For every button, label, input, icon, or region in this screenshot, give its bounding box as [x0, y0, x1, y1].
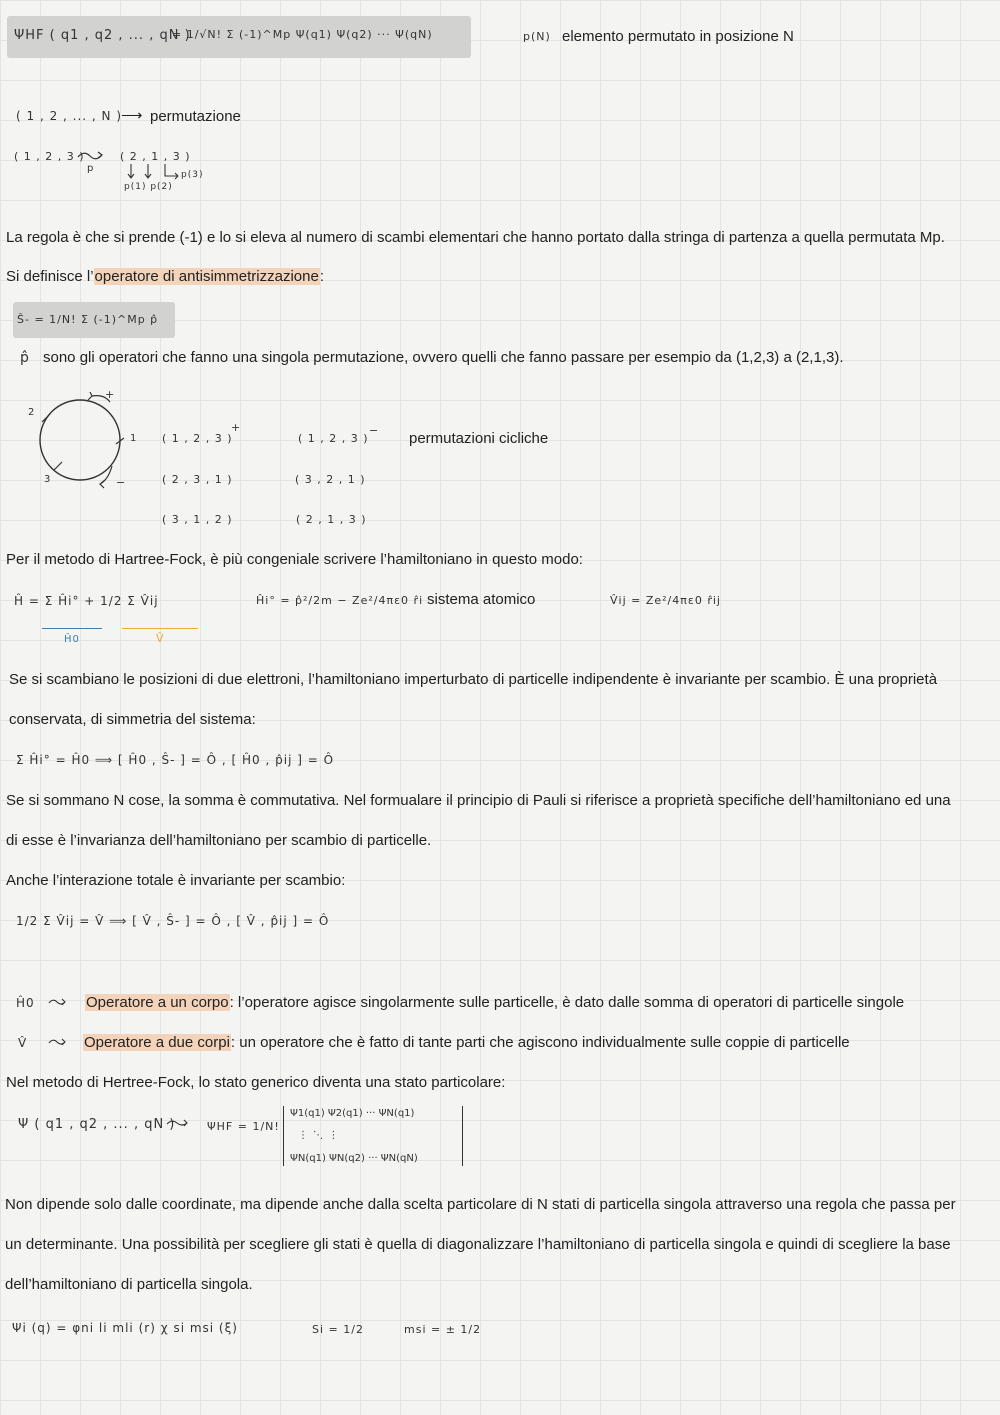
perm-arrow: ⟶ [121, 107, 143, 124]
paragraph-swap-2: conservata, di simmetria del sistema: [9, 711, 256, 728]
v-underline [122, 628, 198, 629]
paragraph-sum-2: di esse è l’invarianza dell’hamiltoniano per scambio di particelle. [6, 832, 432, 849]
def-post: : [319, 268, 324, 285]
op1-symbol: Ĥ0 [16, 996, 35, 1010]
minus-col-2: ( 3 , 2 , 1 ) [295, 473, 366, 486]
det-squiggle-icon [166, 1118, 192, 1128]
perm-from: ( 1 , 2 , 3 ) [14, 150, 85, 163]
vij-formula: V̂ij = Ze²/4πε0 r̂ij [610, 594, 721, 607]
hi-formula: Ĥi° = p̂²/2m − Ze²/4πε0 r̂i [256, 594, 424, 607]
minus-col-1: ( 1 , 2 , 3 ) [298, 432, 369, 445]
h0-underline [42, 628, 102, 629]
op1-squiggle-icon [48, 997, 70, 1007]
circle-label-1: 1 [130, 433, 138, 444]
det-row-1: Ψ1(q1) Ψ2(q1) ··· ΨN(q1) [290, 1108, 415, 1119]
def-pre: Si definisce l’ [6, 268, 94, 285]
two-body-operator-highlight: Operatore a due corpi [84, 1034, 230, 1051]
single-particle-state: Ψi (q) = φni li mli (r) χ si msi (ξ) [12, 1321, 238, 1335]
pn-symbol: p(N) [523, 30, 551, 43]
h0-label: Ĥ0 [64, 634, 80, 645]
paragraph-state: Nel metodo di Hertree-Fock, lo stato generico diventa una stato particolare: [6, 1074, 506, 1091]
det-left-bar [283, 1106, 284, 1166]
minus-col-3: ( 2 , 1 , 3 ) [296, 513, 367, 526]
commutator-h0: Σ Ĥi° = Ĥ0 ⟹ [ Ĥ0 , Ŝ- ] = Ô , [ Ĥ0 , p̂ij ] = Ô [16, 753, 335, 767]
atomic-system-label: sistema atomico [427, 591, 536, 608]
perm-label: permutazione [150, 108, 241, 125]
minus-sign: − [369, 424, 380, 437]
hf-formula-rhs: = 1/√N! Σ (-1)^Mp Ψ(q1) Ψ(q2) ··· Ψ(qN) [172, 28, 433, 41]
paragraph-definition [6, 268, 324, 285]
op1-line [85, 994, 904, 1011]
paragraph-det-3: dell’hamiltoniano di particella singola. [5, 1276, 253, 1293]
pn-description: elemento permutato in posizione N [562, 28, 794, 45]
paragraph-sum-1: Se si sommano N cose, la somma è commutativa. Nel formualare il principio di Pauli si riferisce a proprietà specifiche dell’hamiltoniano ed una [6, 792, 951, 809]
det-right-bar [462, 1106, 463, 1166]
det-lhs: Ψ ( q1 , q2 , ... , qN ) [18, 1117, 176, 1132]
circle-plus: + [105, 388, 116, 401]
det-row-2: ⋮ ⋱ ⋮ [298, 1130, 340, 1141]
squiggle-arrow-icon [76, 148, 108, 162]
one-body-operator-highlight: Operatore a un corpo [86, 994, 229, 1011]
det-row-3: ΨN(q1) ΨN(q2) ··· ΨN(qN) [290, 1153, 418, 1164]
phat-symbol: p̂ [20, 350, 30, 366]
hamiltonian-formula: Ĥ = Σ Ĥi° + 1/2 Σ V̂ij [14, 594, 159, 608]
circle-label-3: 3 [44, 474, 52, 485]
perm-p1p2: p(1) p(2) [124, 182, 173, 192]
paragraph-swap-1: Se si scambiano le posizioni di due elettroni, l’hamiltoniano imperturbato di particelle indipendente è invariante per scambio. È una proprietà [9, 671, 938, 688]
circle-label-2: 2 [28, 407, 36, 418]
op1-text: : l’operatore agisce singolarmente sulle particelle, è dato dalle somma di operatori di particelle singole [229, 994, 905, 1011]
phat-description: sono gli operatori che fanno una singola permutazione, ovvero quelli che fanno passare per esempio da (1,2,3) a (2,1,3). [43, 349, 844, 366]
hf-formula-lhs: ΨHF ( q1 , q2 , ... , qN ) [14, 28, 191, 43]
paragraph-rule: La regola è che si prende (-1) e lo si eleva al numero di scambi elementari che hanno portato dalla stringa di partenza a quella permutata Mp. [6, 229, 945, 246]
op2-squiggle-icon [48, 1037, 70, 1047]
paragraph-hf-intro: Per il metodo di Hartree-Fock, è più congeniale scrivere l’hamiltoniano in questo modo: [6, 551, 583, 568]
perm-p: p [87, 163, 95, 174]
perm-to: ( 2 , 1 , 3 ) [120, 150, 191, 163]
circle-minus: − [116, 476, 127, 489]
v-label: V̂ [156, 632, 165, 645]
perm-tuple: ( 1 , 2 , ... , N ) [16, 109, 123, 123]
cyclic-label: permutazioni cicliche [409, 430, 549, 447]
op2-line [83, 1034, 850, 1051]
spin-projection: msi = ± 1/2 [404, 1323, 482, 1336]
plus-col-2: ( 2 , 3 , 1 ) [162, 473, 233, 486]
plus-col-3: ( 3 , 1 , 2 ) [162, 513, 233, 526]
op2-text: : un operatore che è fatto di tante parti che agiscono individualmente sulle coppie di particelle [230, 1034, 850, 1051]
spin-value: Si = 1/2 [312, 1323, 364, 1336]
perm-p3: p(3) [181, 170, 204, 180]
paragraph-det-1: Non dipende solo dalle coordinate, ma dipende anche dalla scelta particolare di N stati di particella singola attraverso una regola che passa per [5, 1196, 956, 1213]
op2-symbol: V̂ [18, 1036, 28, 1050]
s-formula: Ŝ- = 1/N! Σ (-1)^Mp p̂ [17, 313, 159, 326]
paragraph-det-2: un determinante. Una possibilità per scegliere gli stati è quella di diagonalizzare l’hamiltoniano di particella singola e quindi di scegliere la base [5, 1236, 951, 1253]
det-rhs: ΨHF = 1/N! [207, 1120, 280, 1133]
antisymmetrization-operator-highlight: operatore di antisimmetrizzazione [94, 268, 319, 285]
paragraph-interaction: Anche l’interazione totale è invariante per scambio: [6, 872, 346, 889]
plus-sign: + [231, 421, 242, 434]
commutator-v: 1/2 Σ V̂ij = V̂ ⟹ [ V̂ , Ŝ- ] = Ô , [ V̂ , p̂ij ] = Ô [16, 914, 330, 928]
plus-col-1: ( 1 , 2 , 3 ) [162, 432, 233, 445]
